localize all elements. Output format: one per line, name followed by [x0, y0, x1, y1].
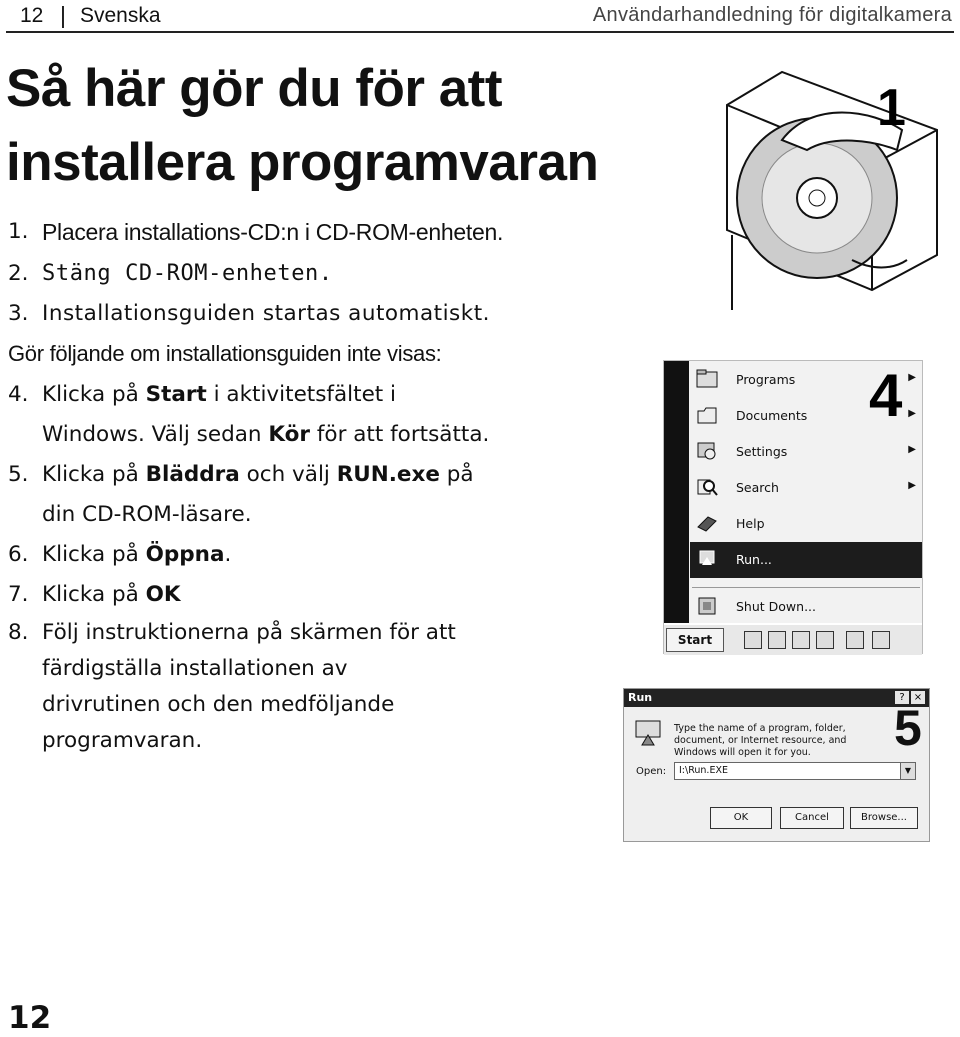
shutdown-icon	[696, 596, 718, 616]
close-button[interactable]: ×	[911, 691, 925, 704]
help-book-icon	[696, 513, 718, 533]
menu-item-search[interactable]: Search ▶	[690, 470, 922, 506]
open-input[interactable]	[674, 762, 916, 780]
step-2: 2. Stäng CD-ROM-enheten.	[8, 261, 333, 286]
run-prompt: Type the name of a program, folder, document, or Internet resource, and Windows will open it for you.	[674, 723, 847, 758]
step-4: 4. Klicka på Start i aktivitetsfältet i Windows. Välj sedan Kör för att fortsätta.	[8, 382, 490, 447]
cancel-button[interactable]: Cancel	[780, 807, 844, 829]
run-titlebar: Run ? ×	[624, 689, 929, 707]
menu-item-documents[interactable]: Documents ▶	[690, 398, 922, 434]
run-dialog	[623, 688, 930, 842]
page-header	[0, 0, 960, 34]
menu-item-run[interactable]: Run...	[690, 542, 922, 578]
header-separator: |	[60, 2, 66, 28]
step-3: 3. Installationsguiden startas automatiskt.	[8, 301, 490, 326]
instruction-list	[8, 212, 628, 759]
header-page-number: 12	[20, 4, 44, 27]
run-dialog-icon	[634, 719, 662, 747]
start-button[interactable]: Start	[666, 628, 724, 652]
header-rule	[6, 31, 954, 33]
quicklaunch-explorer-icon[interactable]	[768, 631, 786, 649]
search-icon	[696, 477, 718, 497]
step-6: 6. Klicka på Öppna.	[8, 542, 232, 567]
open-label: Open:	[636, 766, 667, 777]
quicklaunch-channel-icon[interactable]	[816, 631, 834, 649]
help-button[interactable]: ?	[895, 691, 909, 704]
quicklaunch-desktop-icon[interactable]	[744, 631, 762, 649]
cd-insert-illustration	[722, 70, 942, 320]
header-manual-title: Användarhandledning för digitalkamera	[592, 4, 952, 26]
step-label-5: 5	[894, 700, 922, 756]
menu-item-settings[interactable]: Settings ▶	[690, 434, 922, 470]
start-menu	[663, 360, 923, 654]
step-note: Gör följande om installationsguiden inte visas:	[8, 341, 442, 366]
step-label-4: 4	[869, 362, 903, 429]
ok-button[interactable]: OK	[710, 807, 772, 829]
header-language: Svenska	[80, 4, 161, 27]
open-input-value: I:\Run.EXE	[679, 765, 728, 776]
taskbar	[664, 623, 922, 655]
step-1: 1. Placera installations-CD:n i CD-ROM-enheten.	[8, 219, 504, 245]
page-title: Så här gör du för att installera programvaran	[6, 59, 599, 192]
documents-icon	[696, 405, 718, 425]
step-7: 7. Klicka på OK	[8, 582, 181, 607]
quicklaunch-app-icon[interactable]	[846, 631, 864, 649]
quicklaunch-browser-icon[interactable]	[792, 631, 810, 649]
programs-icon	[696, 369, 718, 389]
step-5: 5. Klicka på Bläddra och välj RUN.exe på din CD-ROM-läsare.	[8, 462, 474, 527]
step-label-1: 1	[877, 79, 906, 137]
footer-page-number: 12	[8, 1000, 52, 1036]
start-menu-band	[664, 361, 689, 623]
chevron-down-icon[interactable]: ▼	[900, 763, 915, 779]
menu-separator	[692, 587, 920, 588]
step-8: 8. Följ instruktionerna på skärmen för att färdigställa installationen av drivrutinen och den medföljande programvaran.	[8, 620, 456, 753]
menu-item-help[interactable]: Help	[690, 506, 922, 542]
menu-item-programs[interactable]: Programs ▶	[690, 362, 922, 398]
quicklaunch-paint-icon[interactable]	[872, 631, 890, 649]
settings-icon	[696, 441, 718, 461]
browse-button[interactable]: Browse...	[850, 807, 918, 829]
menu-item-shutdown[interactable]: Shut Down...	[690, 589, 922, 625]
run-icon	[696, 549, 718, 569]
